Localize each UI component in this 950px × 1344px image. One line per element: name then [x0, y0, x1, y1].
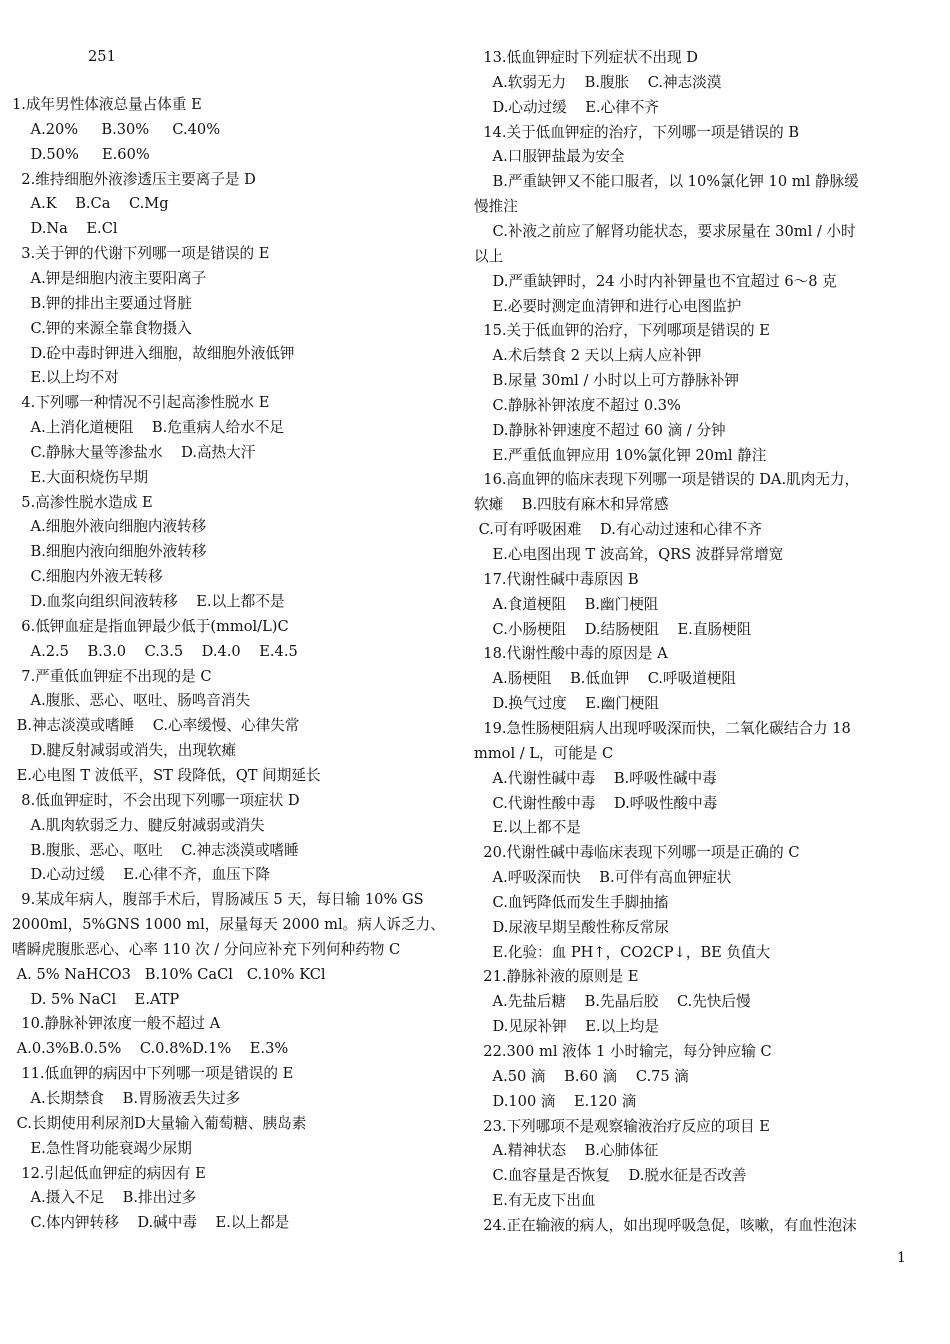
text-line: B.严重缺钾又不能口服者，以 10%氯化钾 10 ml 静脉缓 — [474, 173, 859, 191]
text-line: 4.下列哪一种情况不引起高渗性脱水 E — [12, 394, 270, 412]
text-line: C.补液之前应了解肾功能状态，要求尿量在 30ml / 小时 — [474, 222, 856, 240]
text-line: C.体内钾转移 D.碱中毒 E.以上都是 — [12, 1214, 290, 1232]
text-line: C.可有呼吸困难 D.有心动过速和心律不齐 — [474, 521, 762, 539]
text-line: D.腱反射减弱或消失，出现软瘫 — [12, 742, 237, 760]
text-line: D.血浆向组织间液转移 E.以上都不是 — [12, 593, 285, 610]
text-line: C.小肠梗阻 D.结肠梗阻 E.直肠梗阻 — [474, 620, 752, 638]
text-line: D.100 滴 E.120 滴 — [474, 1092, 637, 1110]
text-line: A.肌肉软弱乏力、腱反射减弱或消失 — [12, 816, 265, 834]
text-line: E.以上均不对 — [12, 369, 119, 387]
text-line: 慢推注 — [474, 198, 518, 216]
text-line: 14.关于低血钾症的治疗，下列哪一项是错误的 B — [474, 123, 800, 141]
text-line: A.细胞外液向细胞内液转移 — [12, 518, 207, 536]
text-line: A.口服钾盐最为安全 — [474, 148, 625, 166]
text-line: B.钾的排出主要通过肾脏 — [12, 294, 192, 312]
text-line: 12.引起低血钾症的病因有 E — [12, 1164, 206, 1182]
text-line: D.心动过缓 E.心律不齐 — [474, 98, 659, 116]
text-line: D.严重缺钾时，24 小时内补钾量也不宜超过 6～8 克 — [474, 272, 837, 290]
text-line: 6.低钾血症是指血钾最少低于(mmol/L)C — [12, 617, 289, 635]
text-line: C.钾的来源全靠食物摄入 — [12, 319, 192, 337]
text-line: mmol / L，可能是 C — [474, 744, 614, 762]
text-line: A.20% B.30% C.40% — [12, 120, 221, 138]
text-line: A.0.3%B.0.5% C.0.8%D.1% E.3% — [12, 1040, 289, 1058]
text-line: A. 5% NaHCO3 B.10% CaCl C.10% KCl — [12, 965, 326, 983]
text-line: D. 5% NaCl E.ATP — [12, 990, 180, 1008]
text-line: A.50 滴 B.60 滴 C.75 滴 — [474, 1067, 689, 1085]
text-line: B.神志淡漠或嗜睡 C.心率缓慢、心律失常 — [12, 717, 300, 735]
text-line: E.必要时测定血清钾和进行心电图监护 — [474, 297, 742, 315]
text-line: C.血容量是否恢复 D.脱水征是否改善 — [474, 1167, 747, 1185]
text-line: 9.某成年病人，腹部手术后，胃肠减压 5 天，每日输 10% GS — [12, 891, 424, 909]
text-line: A.K B.Ca C.Mg — [12, 195, 169, 213]
text-line: E.化验：血 PH↑，CO2CP↓，BE 负值大 — [474, 943, 771, 961]
text-line: E.急性肾功能衰竭少尿期 — [12, 1139, 192, 1157]
text-line: 10.静脉补钾浓度一般不超过 A — [12, 1015, 221, 1033]
text-line: E.以上都不是 — [474, 819, 581, 837]
text-line: 20.代谢性碱中毒临床表现下列哪一项是正确的 C — [474, 844, 800, 862]
text-line: 15.关于低血钾的治疗，下列哪项是错误的 E — [474, 322, 770, 340]
text-line: 8.低血钾症时，不会出现下列哪一项症状 D — [12, 791, 300, 809]
text-line: C.静脉补钾浓度不超过 0.3% — [474, 396, 681, 414]
text-line: E.心电图 T 波低平，ST 段降低，QT 间期延长 — [12, 766, 321, 784]
text-line: B.尿量 30ml / 小时以上可方静脉补钾 — [474, 372, 739, 390]
text-line: A.食道梗阻 B.幽门梗阻 — [474, 595, 659, 613]
text-line: C.长期使用利尿剂D大量输入葡萄糖、胰岛素 — [12, 1114, 307, 1132]
text-line: A.术后禁食 2 天以上病人应补钾 — [474, 347, 702, 365]
text-line: 软瘫 B.四肢有麻木和异常感 — [474, 496, 669, 514]
text-line: 嗜瞬虎腹胀恶心、心率 110 次 / 分问应补充下列何种药物 C — [12, 940, 401, 958]
text-line: 2.维持细胞外液渗透压主要离子是 D — [12, 170, 256, 188]
text-line: C.血钙降低而发生手脚抽搐 — [474, 893, 669, 911]
text-line: A.呼吸深而快 B.可伴有高血钾症状 — [474, 869, 732, 887]
text-line: E.有无皮下出血 — [474, 1192, 596, 1210]
text-line: D.心动过缓 E.心律不齐，血压下降 — [12, 866, 270, 884]
text-line: 17.代谢性碱中毒原因 B — [474, 570, 639, 588]
text-line: 24.正在输液的病人，如出现呼吸急促，咳嗽，有血性泡沫 — [474, 1216, 857, 1234]
text-line: D.尿液早期呈酸性称反常尿 — [474, 918, 669, 936]
text-line: A.2.5 B.3.0 C.3.5 D.4.0 E.4.5 — [12, 642, 298, 660]
text-line: D.见尿补钾 E.以上均是 — [474, 1018, 659, 1036]
text-line: A.肠梗阻 B.低血钾 C.呼吸道梗阻 — [474, 670, 737, 688]
text-line: 7.严重低血钾症不出现的是 C — [12, 667, 212, 685]
text-line: D.Na E.Cl — [12, 220, 118, 238]
text-line: 以上 — [474, 247, 504, 265]
text-line: 19.急性肠梗阻病人出现呼吸深而快，二氧化碳结合力 18 — [474, 719, 851, 737]
text-line: B.细胞内液向细胞外液转移 — [12, 543, 207, 561]
text-line: A.摄入不足 B.排出过多 — [12, 1189, 197, 1207]
page-number: 1 — [897, 1250, 906, 1266]
text-line: A.精神状态 B.心肺体征 — [474, 1142, 659, 1160]
text-line: D.50% E.60% — [12, 145, 150, 163]
text-line: 23.下列哪项不是观察输液治疗反应的项目 E — [474, 1117, 770, 1135]
text-line: 16.高血钾的临床表现下列哪一项是错误的 DA.肌肉无力， — [474, 471, 860, 489]
text-line: C.代谢性酸中毒 D.呼吸性酸中毒 — [474, 794, 718, 812]
text-line: D.静脉补钾速度不超过 60 滴 / 分钟 — [474, 421, 726, 439]
text-line: E.严重低血钾应用 10%氯化钾 20ml 静注 — [474, 446, 767, 464]
text-line: 1.成年男性体液总量占体重 E — [12, 96, 202, 113]
text-line: A.腹胀、恶心、呕吐、肠鸣音消失 — [12, 692, 251, 710]
text-line: C.静脉大量等渗盐水 D.高热大汗 — [12, 443, 256, 461]
text-line: E.大面积烧伤早期 — [12, 468, 149, 486]
text-line: 13.低血钾症时下列症状不出现 D — [474, 49, 698, 66]
text-line: C.细胞内外液无转移 — [12, 568, 163, 586]
text-line: 11.低血钾的病因中下列哪一项是错误的 E — [12, 1065, 294, 1083]
text-line: A.软弱无力 B.腹胀 C.神志淡漠 — [474, 73, 722, 91]
text-line: E.心电图出现 T 波高耸，QRS 波群异常增宽 — [474, 546, 784, 563]
text-line: D.换气过度 E.幽门梗阻 — [474, 695, 659, 713]
text-line: 3.关于钾的代谢下列哪一项是错误的 E — [12, 245, 270, 263]
text-line: D.砼中毒时钾进入细胞，故细胞外液低钾 — [12, 344, 295, 362]
text-line: 21.静脉补液的原则是 E — [474, 968, 639, 986]
text-line: 5.高渗性脱水造成 E — [12, 493, 153, 511]
text-line: A.上消化道梗阻 B.危重病人给水不足 — [12, 419, 284, 437]
text-line: A.代谢性碱中毒 B.呼吸性碱中毒 — [474, 769, 717, 787]
text-line: A.钾是细胞内液主要阳离子 — [12, 269, 207, 287]
text-line: 18.代谢性酸中毒的原因是 A — [474, 645, 668, 663]
text-line: B.腹胀、恶心、呕吐 C.神志淡漠或嗜睡 — [12, 841, 299, 859]
text-line: 2000ml，5%GNS 1000 ml，尿量每天 2000 ml。病人诉乏力、 — [12, 916, 445, 934]
text-line: A.长期禁食 B.胃肠液丢失过多 — [12, 1090, 241, 1107]
text-line: A.先盐后糖 B.先晶后胶 C.先快后慢 — [474, 993, 751, 1011]
text-line: 22.300 ml 液体 1 小时输完，每分钟应输 C — [474, 1043, 772, 1060]
document-number: 251 — [88, 48, 116, 65]
